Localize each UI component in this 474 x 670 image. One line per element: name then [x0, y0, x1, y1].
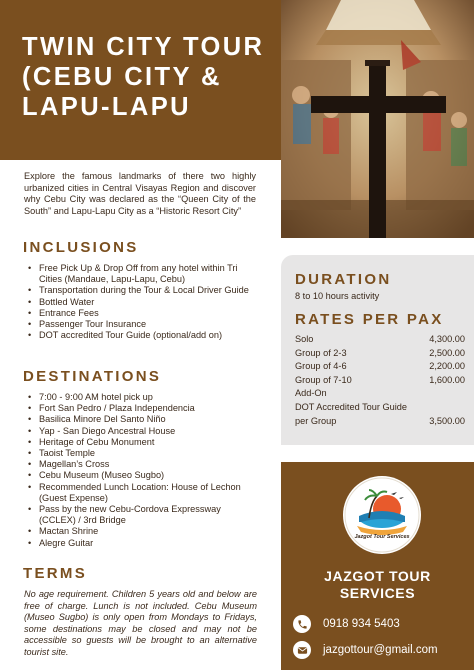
inclusions-heading: INCLUSIONS — [23, 239, 139, 256]
phone-contact[interactable] — [293, 614, 473, 634]
rate-label: Group of 7-10 — [295, 374, 352, 385]
intro-paragraph: Explore the famous landmarks of there two highly urbanized cities in Central Visayas Region and discover why Cebu City was declared as the “Queen City of the South” and Lapu-Lapu City as a “Historic Resort City” — [24, 171, 256, 216]
list-item: • DOT accredited Tour Guide (optional/add on) — [24, 330, 256, 341]
rate-row — [295, 333, 465, 347]
list-item: • Mactan Shrine — [24, 526, 256, 537]
rate-price: 2,200.00 — [429, 361, 465, 372]
rate-row — [295, 415, 465, 429]
logo-mark — [343, 476, 421, 554]
title-banner — [0, 0, 281, 160]
rate-row — [295, 401, 465, 415]
company-footer — [281, 462, 474, 670]
rate-label: Group of 4-6 — [295, 361, 347, 372]
list-item: • Taoist Temple — [24, 448, 256, 459]
list-item: • Pass by the new Cebu-Cordova Expressway (CCLEX) / 3rd Bridge — [24, 504, 256, 526]
list-item: • Yap - San Diego Ancestral House — [24, 426, 256, 437]
duration-rates-panel — [281, 255, 474, 445]
rate-label: DOT Accredited Tour Guide — [295, 401, 408, 412]
list-item: • Entrance Fees — [24, 308, 256, 319]
list-item: • Free Pick Up & Drop Off from any hotel within Tri Cities (Mandaue, Lapu-Lapu, Cebu) — [24, 263, 256, 285]
page-title: TWIN CITY TOUR (CEBU CITY & LAPU-LAPU — [22, 33, 265, 121]
company-name-line2: SERVICES — [339, 585, 416, 601]
rate-price: 4,300.00 — [429, 334, 465, 344]
duration-heading: DURATION — [295, 271, 392, 288]
list-item: • Magellan’s Cross — [24, 459, 256, 470]
phone-number: 0918 934 5403 — [323, 618, 400, 630]
terms-text: No age requirement. Children 5 years old and below are free of charge. Lunch is not included. Cebu Museum (Museo Sugbo) is only open from Mondays to Fridays, some destinations may be closed and may not be accessible so guests will be brought to an alternative tourist site. — [24, 589, 257, 657]
rate-row — [295, 374, 465, 388]
rate-row — [295, 387, 465, 401]
rates-table — [295, 333, 465, 428]
list-item: • 7:00 - 9:00 AM hotel pick up — [24, 392, 256, 403]
rate-price: 1,600.00 — [429, 374, 465, 385]
terms-heading: TERMS — [23, 565, 87, 582]
company-name-line1: JAZGOT TOUR — [324, 568, 431, 584]
destinations-heading: DESTINATIONS — [23, 368, 162, 385]
list-item: • Alegre Guitar — [24, 538, 256, 549]
list-item: • Heritage of Cebu Monument — [24, 437, 256, 448]
list-item: • Passenger Tour Insurance — [24, 319, 256, 330]
rate-label: per Group — [295, 415, 337, 426]
phone-icon — [293, 615, 311, 633]
rate-row — [295, 347, 465, 361]
rate-price: 2,500.00 — [429, 347, 465, 358]
email-address: jazgottour@gmail.com — [323, 644, 438, 656]
rate-label: Add-On — [295, 388, 327, 399]
list-item: • Basilica Minore Del Santo Niño — [24, 414, 256, 425]
cross-illustration — [281, 0, 474, 238]
email-contact[interactable] — [293, 640, 473, 660]
destinations-list — [24, 392, 256, 549]
email-icon — [293, 641, 311, 659]
rate-label: Group of 2-3 — [295, 347, 347, 358]
rates-heading: RATES PER PAX — [295, 311, 444, 328]
company-logo — [343, 476, 421, 554]
rate-price: 3,500.00 — [429, 415, 465, 426]
company-name — [281, 568, 474, 602]
list-item: • Recommended Lunch Location: House of Lechon (Guest Expense) — [24, 482, 256, 504]
inclusions-list — [24, 263, 256, 341]
list-item: • Transportation during the Tour & Local Driver Guide — [24, 285, 256, 296]
rate-row — [295, 360, 465, 374]
rate-label: Solo — [295, 334, 314, 344]
list-item: • Cebu Museum (Museo Sugbo) — [24, 470, 256, 481]
logo-text: Jazgot Tour Services — [354, 534, 410, 540]
magellans-cross-photo — [281, 0, 474, 238]
duration-text: 8 to 10 hours activity — [295, 291, 380, 301]
list-item: • Fort San Pedro / Plaza Independencia — [24, 403, 256, 414]
list-item: • Bottled Water — [24, 297, 256, 308]
